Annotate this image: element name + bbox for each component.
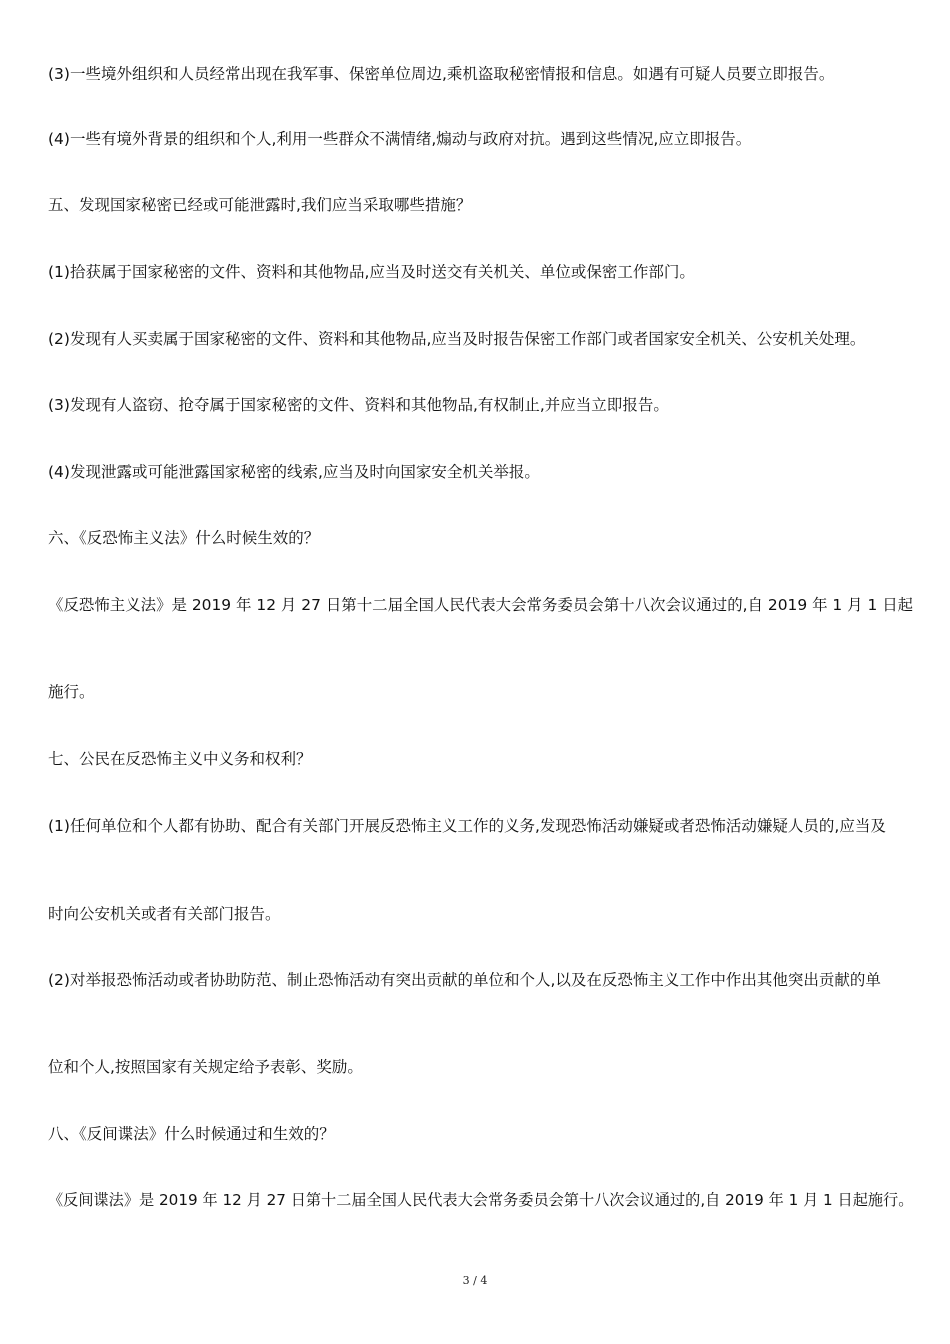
paragraph-line: (1)任何单位和个人都有协助、配合有关部门开展反恐怖主义工作的义务,发现恐怖活动嫌疑或者恐怖活动嫌疑人员的,应当及 [48, 817, 886, 835]
page-number: 3 / 4 [462, 1274, 488, 1287]
paragraph-line: (1)拾获属于国家秘密的文件、资料和其他物品,应当及时送交有关机关、单位或保密工作部门。 [48, 263, 695, 281]
paragraph-line: 《反间谍法》是 2019 年 12 月 27 日第十二届全国人民代表大会常务委员会第十八次会议通过的,自 2019 年 1 月 1 日起施行。 [48, 1191, 914, 1209]
section-heading: 六、《反恐怖主义法》什么时候生效的？ [48, 529, 320, 547]
paragraph-line: (2)发现有人买卖属于国家秘密的文件、资料和其他物品,应当及时报告保密工作部门或者国家安全机关、公安机关处理。 [48, 330, 866, 348]
paragraph-line: 《反恐怖主义法》是 2019 年 12 月 27 日第十二届全国人民代表大会常务委员会第十八次会议通过的,自 2019 年 1 月 1 日起 [48, 596, 914, 614]
paragraph-line: (3)一些境外组织和人员经常出现在我军事、保密单位周边,乘机盗取秘密情报和信息。如遇有可疑人员要立即报告。 [48, 65, 835, 83]
section-heading: 八、《反间谍法》什么时候通过和生效的？ [48, 1125, 335, 1143]
paragraph-line: 位和个人,按照国家有关规定给予表彰、奖励。 [48, 1058, 363, 1076]
paragraph-line: (4)一些有境外背景的组织和个人,利用一些群众不满情绪,煽动与政府对抗。遇到这些情况,应立即报告。 [48, 130, 752, 148]
section-heading: 七、公民在反恐怖主义中义务和权利？ [48, 750, 312, 768]
section-heading: 五、发现国家秘密已经或可能泄露时,我们应当采取哪些措施？ [48, 196, 472, 214]
paragraph-line: (4)发现泄露或可能泄露国家秘密的线索,应当及时向国家安全机关举报。 [48, 463, 540, 481]
paragraph-line: (2)对举报恐怖活动或者协助防范、制止恐怖活动有突出贡献的单位和个人,以及在反恐怖主义工作中作出其他突出贡献的单 [48, 971, 881, 989]
paragraph-line: 施行。 [48, 683, 95, 701]
paragraph-line: (3)发现有人盗窃、抢夺属于国家秘密的文件、资料和其他物品,有权制止,并应当立即报告。 [48, 396, 669, 414]
paragraph-line: 时向公安机关或者有关部门报告。 [48, 905, 281, 923]
